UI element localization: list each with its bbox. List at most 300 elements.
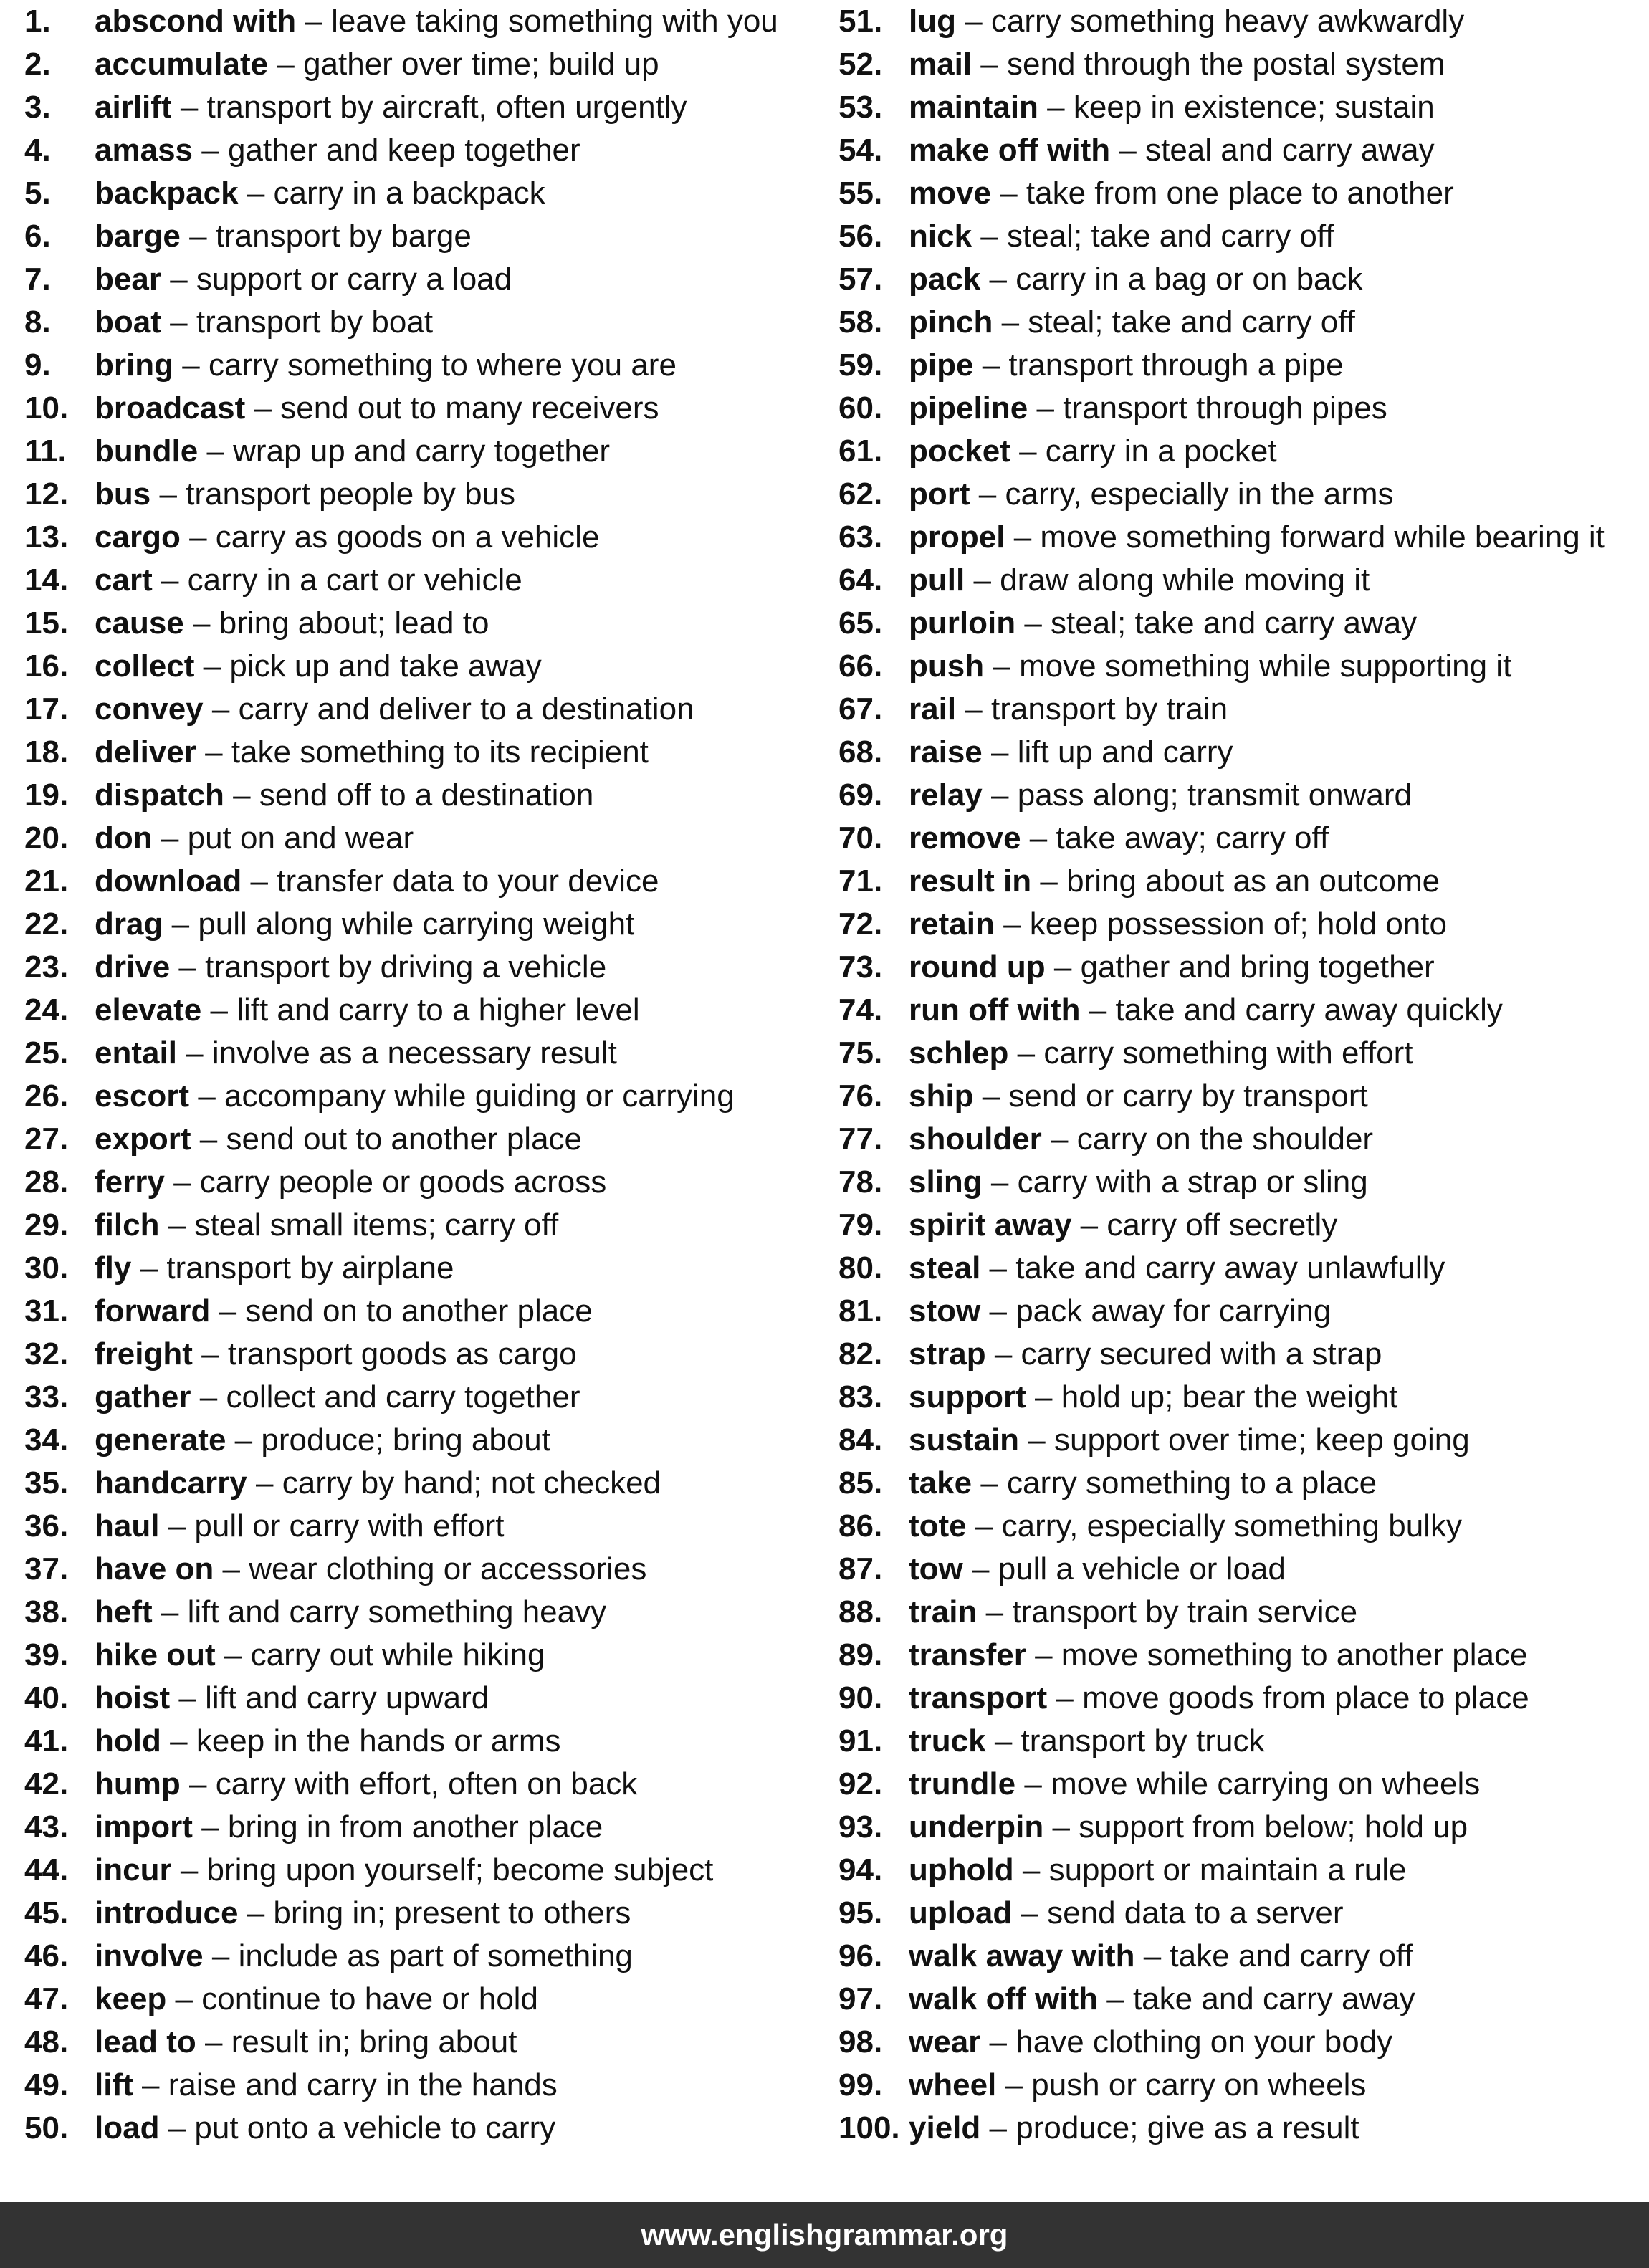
- item-word: entail: [95, 1035, 177, 1071]
- item-dash: –: [247, 176, 265, 211]
- item-dash: –: [193, 606, 211, 641]
- item-definition: transfer data to your device: [277, 863, 659, 899]
- item-word: sling: [909, 1164, 983, 1200]
- item-definition: carry in a bag or on back: [1015, 262, 1363, 297]
- item-word: mail: [909, 47, 972, 82]
- item-definition: steal; take and carry off: [1007, 219, 1334, 254]
- item-word: rail: [909, 692, 957, 727]
- list-item: [24, 2107, 834, 2150]
- item-text: [909, 0, 1464, 43]
- item-definition: transport by train: [991, 692, 1228, 727]
- list-item: [838, 1419, 1647, 1462]
- item-word: involve: [95, 1938, 204, 1973]
- item-dash: –: [1024, 1766, 1042, 1802]
- list-item: [24, 1204, 834, 1247]
- item-definition: support over time; keep going: [1054, 1422, 1470, 1458]
- item-text: [95, 387, 659, 430]
- item-dash: –: [205, 2024, 223, 2059]
- item-definition: carry people or goods across: [199, 1164, 607, 1200]
- item-definition: wrap up and carry together: [233, 434, 611, 469]
- list-item: [838, 645, 1647, 688]
- item-definition: carry with a strap or sling: [1017, 1164, 1368, 1200]
- item-text: [95, 817, 414, 860]
- item-dash: –: [1089, 992, 1107, 1028]
- item-word: boat: [95, 305, 161, 340]
- list-item: [838, 0, 1647, 43]
- item-dash: –: [250, 863, 269, 899]
- item-dash: –: [178, 1680, 196, 1716]
- item-text: [95, 1032, 617, 1075]
- list-item: [24, 645, 834, 688]
- item-dash: –: [233, 777, 251, 813]
- item-definition: gather over time; build up: [303, 47, 659, 82]
- item-dash: –: [1003, 906, 1021, 942]
- item-word: lug: [909, 4, 956, 39]
- item-number: 4.: [24, 133, 51, 168]
- item-definition: carry off secretly: [1106, 1207, 1338, 1243]
- item-definition: pick up and take away: [229, 649, 542, 684]
- item-definition: send or carry by transport: [1008, 1078, 1368, 1114]
- item-word: propel: [909, 520, 1005, 555]
- list-item: [838, 1505, 1647, 1548]
- list-item: [838, 2064, 1647, 2107]
- item-text: [909, 1333, 1382, 1376]
- item-definition: keep possession of; hold onto: [1029, 906, 1447, 942]
- item-text: [909, 903, 1447, 946]
- item-word: hump: [95, 1766, 181, 1802]
- item-text: [95, 1978, 538, 2021]
- item-word: bear: [95, 262, 161, 297]
- item-definition: transport by truck: [1021, 1723, 1265, 1759]
- item-word: accumulate: [95, 47, 269, 82]
- item-dash: –: [993, 649, 1010, 684]
- item-word: tow: [909, 1551, 963, 1587]
- item-number: 90.: [838, 1680, 883, 1716]
- item-number: 61.: [838, 434, 883, 469]
- item-word: yield: [909, 2110, 981, 2145]
- item-text: [95, 1806, 603, 1849]
- word-list-left-column: [24, 0, 834, 2150]
- item-text: [95, 1591, 606, 1634]
- item-text: [95, 344, 677, 387]
- item-definition: lift up and carry: [1017, 735, 1233, 770]
- item-text: [95, 1677, 489, 1720]
- item-text: [95, 1118, 582, 1161]
- item-word: keep: [95, 1981, 167, 2016]
- item-dash: –: [161, 563, 179, 598]
- item-text: [95, 1376, 580, 1419]
- list-item: [838, 86, 1647, 129]
- item-dash: –: [201, 1809, 219, 1844]
- list-item: [838, 344, 1647, 387]
- item-word: wear: [909, 2024, 981, 2059]
- item-definition: result in; bring about: [231, 2024, 517, 2059]
- item-definition: pull a vehicle or load: [998, 1551, 1286, 1587]
- item-definition: carry in a backpack: [273, 176, 545, 211]
- item-text: [95, 989, 640, 1032]
- list-item: [838, 1247, 1647, 1290]
- list-item: [838, 817, 1647, 860]
- item-definition: steal; take and carry off: [1028, 305, 1355, 340]
- item-dash: –: [171, 906, 190, 942]
- list-item: [24, 1720, 834, 1763]
- item-definition: steal; take and carry away: [1051, 606, 1418, 641]
- item-definition: collect and carry together: [226, 1379, 580, 1415]
- item-dash: –: [989, 1293, 1007, 1329]
- item-definition: move while carrying on wheels: [1051, 1766, 1481, 1802]
- item-dash: –: [965, 692, 983, 727]
- item-text: [909, 817, 1329, 860]
- item-word: walk off with: [909, 1981, 1098, 2016]
- item-definition: take away; carry off: [1056, 820, 1329, 856]
- item-dash: –: [965, 4, 983, 39]
- item-text: [909, 1462, 1377, 1505]
- item-definition: involve as a necessary result: [211, 1035, 617, 1071]
- item-word: freight: [95, 1336, 193, 1372]
- item-dash: –: [982, 348, 1000, 383]
- item-word: broadcast: [95, 391, 246, 426]
- item-number: 17.: [24, 692, 69, 727]
- item-word: pinch: [909, 305, 993, 340]
- item-definition: carry, especially in the arms: [1005, 477, 1394, 512]
- item-dash: –: [982, 1078, 1000, 1114]
- list-item: [838, 1032, 1647, 1075]
- item-number: 66.: [838, 649, 883, 684]
- item-number: 68.: [838, 735, 883, 770]
- word-list-right-column: [838, 0, 1647, 2150]
- list-item: [838, 559, 1647, 602]
- item-dash: –: [219, 1293, 237, 1329]
- item-definition: push or carry on wheels: [1031, 2067, 1367, 2102]
- item-word: schlep: [909, 1035, 1009, 1071]
- list-item: [838, 946, 1647, 989]
- list-item: [24, 1247, 834, 1290]
- item-dash: –: [1000, 176, 1018, 211]
- item-text: [909, 473, 1394, 516]
- item-definition: transport by driving a vehicle: [205, 949, 607, 985]
- item-text: [909, 688, 1228, 731]
- item-definition: pull along while carrying weight: [198, 906, 635, 942]
- item-dash: –: [180, 90, 199, 125]
- item-definition: transport by barge: [215, 219, 472, 254]
- item-number: 33.: [24, 1379, 69, 1415]
- list-item: [24, 1892, 834, 1935]
- item-number: 11.: [24, 434, 67, 469]
- item-dash: –: [1051, 1121, 1069, 1157]
- item-definition: take and carry away unlawfully: [1015, 1250, 1445, 1286]
- item-definition: transport through a pipe: [1008, 348, 1344, 383]
- item-dash: –: [1035, 1379, 1053, 1415]
- item-word: underpin: [909, 1809, 1044, 1844]
- list-item: [24, 688, 834, 731]
- item-text: [909, 645, 1511, 688]
- item-word: load: [95, 2110, 160, 2145]
- item-text: [95, 2064, 558, 2107]
- item-word: raise: [909, 735, 983, 770]
- list-item: [838, 1462, 1647, 1505]
- item-word: download: [95, 863, 242, 899]
- item-number: 23.: [24, 949, 69, 985]
- item-word: haul: [95, 1508, 160, 1544]
- item-definition: move goods from place to place: [1082, 1680, 1529, 1716]
- item-text: [909, 516, 1605, 559]
- item-definition: transport people by bus: [186, 477, 516, 512]
- list-item: [838, 1075, 1647, 1118]
- item-text: [95, 516, 599, 559]
- item-text: [95, 1935, 633, 1978]
- item-number: 6.: [24, 219, 51, 254]
- item-word: hoist: [95, 1680, 171, 1716]
- item-word: transfer: [909, 1637, 1026, 1673]
- item-text: [909, 1290, 1331, 1333]
- item-text: [909, 774, 1412, 817]
- item-text: [95, 1720, 561, 1763]
- item-dash: –: [1017, 1035, 1036, 1071]
- item-definition: transport by airplane: [166, 1250, 454, 1286]
- item-text: [95, 2107, 555, 2150]
- item-dash: –: [990, 1164, 1009, 1200]
- item-word: drive: [95, 949, 171, 985]
- item-text: [95, 258, 512, 301]
- item-definition: bring about as an outcome: [1066, 863, 1440, 899]
- list-item: [838, 301, 1647, 344]
- list-item: [24, 1075, 834, 1118]
- item-definition: support from below; hold up: [1079, 1809, 1468, 1844]
- item-text: [95, 946, 606, 989]
- item-text: [909, 2021, 1392, 2064]
- item-definition: pass along; transmit onward: [1017, 777, 1412, 813]
- item-text: [95, 129, 580, 172]
- list-item: [24, 1419, 834, 1462]
- item-dash: –: [1028, 1422, 1046, 1458]
- list-item: [24, 258, 834, 301]
- item-definition: keep in the hands or arms: [196, 1723, 561, 1759]
- item-dash: –: [1035, 1637, 1053, 1673]
- list-item: [24, 1591, 834, 1634]
- item-definition: send through the postal system: [1007, 47, 1445, 82]
- item-dash: –: [1106, 1981, 1124, 2016]
- item-definition: transport through pipes: [1063, 391, 1387, 426]
- list-item: [24, 731, 834, 774]
- item-definition: carry by hand; not checked: [282, 1465, 661, 1501]
- item-dash: –: [224, 1637, 242, 1673]
- item-text: [909, 215, 1334, 258]
- item-dash: –: [189, 520, 207, 555]
- item-dash: –: [256, 1465, 274, 1501]
- item-text: [909, 1419, 1470, 1462]
- item-word: purloin: [909, 606, 1016, 641]
- item-word: walk away with: [909, 1938, 1135, 1973]
- list-item: [24, 43, 834, 86]
- item-word: gather: [95, 1379, 191, 1415]
- item-dash: –: [161, 820, 179, 856]
- item-definition: send on to another place: [245, 1293, 593, 1329]
- list-item: [838, 1204, 1647, 1247]
- item-word: lead to: [95, 2024, 196, 2059]
- item-word: hike out: [95, 1637, 216, 1673]
- item-word: heft: [95, 1594, 153, 1630]
- item-text: [909, 1720, 1264, 1763]
- item-text: [909, 1892, 1344, 1935]
- item-text: [95, 215, 472, 258]
- item-number: 42.: [24, 1766, 69, 1802]
- item-word: cart: [95, 563, 153, 598]
- list-item: [24, 516, 834, 559]
- item-number: 15.: [24, 606, 69, 641]
- item-number: 62.: [838, 477, 883, 512]
- item-word: have on: [95, 1551, 214, 1587]
- item-dash: –: [211, 692, 230, 727]
- item-definition: take from one place to another: [1026, 176, 1454, 211]
- item-word: ferry: [95, 1164, 165, 1200]
- item-word: fly: [95, 1250, 132, 1286]
- item-dash: –: [222, 1551, 240, 1587]
- list-item: [24, 387, 834, 430]
- item-text: [95, 430, 610, 473]
- item-text: [909, 2107, 1359, 2150]
- item-text: [909, 1763, 1480, 1806]
- item-word: amass: [95, 133, 193, 168]
- list-item: [24, 1462, 834, 1505]
- item-dash: –: [1119, 133, 1137, 168]
- item-number: 51.: [838, 4, 883, 39]
- item-text: [909, 301, 1355, 344]
- item-number: 29.: [24, 1207, 69, 1243]
- item-number: 82.: [838, 1336, 883, 1372]
- item-dash: –: [198, 1078, 216, 1114]
- item-dash: –: [206, 434, 224, 469]
- list-item: [24, 989, 834, 1032]
- list-item: [24, 1290, 834, 1333]
- item-dash: –: [170, 1723, 188, 1759]
- item-text: [95, 1548, 646, 1591]
- item-text: [909, 1591, 1357, 1634]
- item-number: 86.: [838, 1508, 883, 1544]
- item-definition: transport by train service: [1012, 1594, 1358, 1630]
- item-number: 83.: [838, 1379, 883, 1415]
- item-definition: send out to another place: [226, 1121, 583, 1157]
- list-item: [838, 688, 1647, 731]
- item-definition: put on and wear: [187, 820, 414, 856]
- item-text: [909, 258, 1363, 301]
- item-number: 3.: [24, 90, 51, 125]
- item-definition: carry secured with a strap: [1021, 1336, 1382, 1372]
- item-number: 26.: [24, 1078, 69, 1114]
- item-definition: carry as goods on a vehicle: [215, 520, 600, 555]
- item-number: 84.: [838, 1422, 883, 1458]
- item-dash: –: [234, 1422, 253, 1458]
- item-definition: carry out while hiking: [250, 1637, 545, 1673]
- list-item: [24, 903, 834, 946]
- list-item: [24, 86, 834, 129]
- list-item: [838, 1978, 1647, 2021]
- item-dash: –: [305, 4, 322, 39]
- item-text: [909, 1204, 1337, 1247]
- list-item: [838, 258, 1647, 301]
- item-text: [95, 473, 515, 516]
- list-item: [838, 1376, 1647, 1419]
- item-number: 18.: [24, 735, 69, 770]
- item-definition: gather and bring together: [1080, 949, 1435, 985]
- footer-url[interactable]: www.englishgrammar.org: [641, 2218, 1008, 2252]
- list-item: [24, 172, 834, 215]
- list-item: [24, 1935, 834, 1978]
- item-word: wheel: [909, 2067, 997, 2102]
- item-word: abscond with: [95, 4, 297, 39]
- item-dash: –: [1019, 434, 1037, 469]
- item-word: nick: [909, 219, 972, 254]
- item-number: 10.: [24, 391, 69, 426]
- item-number: 55.: [838, 176, 883, 211]
- item-definition: pull or carry with effort: [194, 1508, 505, 1544]
- item-dash: –: [1021, 1895, 1038, 1930]
- item-number: 98.: [838, 2024, 883, 2059]
- item-dash: –: [1022, 1852, 1041, 1887]
- item-text: [909, 43, 1445, 86]
- list-item: [838, 1849, 1647, 1892]
- item-number: 38.: [24, 1594, 69, 1630]
- item-text: [95, 559, 522, 602]
- item-definition: carry with effort, often on back: [215, 1766, 638, 1802]
- item-number: 45.: [24, 1895, 69, 1930]
- item-number: 50.: [24, 2110, 69, 2145]
- item-number: 65.: [838, 606, 883, 641]
- item-text: [909, 1935, 1413, 1978]
- item-definition: pack away for carrying: [1015, 1293, 1332, 1329]
- item-definition: carry, especially something bulky: [1001, 1508, 1462, 1544]
- item-dash: –: [203, 649, 221, 684]
- item-dash: –: [1029, 820, 1048, 856]
- item-text: [95, 1763, 637, 1806]
- item-definition: transport by aircraft, often urgently: [206, 90, 687, 125]
- item-word: export: [95, 1121, 191, 1157]
- item-definition: draw along while moving it: [1000, 563, 1370, 598]
- item-word: ship: [909, 1078, 974, 1114]
- item-number: 53.: [838, 90, 883, 125]
- item-text: [95, 774, 593, 817]
- list-item: [24, 215, 834, 258]
- item-word: move: [909, 176, 991, 211]
- item-dash: –: [186, 1035, 204, 1071]
- list-item: [24, 344, 834, 387]
- item-word: result in: [909, 863, 1032, 899]
- item-dash: –: [168, 1508, 186, 1544]
- list-item: [24, 430, 834, 473]
- item-definition: bring in from another place: [227, 1809, 603, 1844]
- item-word: pull: [909, 563, 965, 598]
- item-dash: –: [277, 47, 295, 82]
- item-number: 20.: [24, 820, 69, 856]
- item-text: [909, 559, 1370, 602]
- item-definition: hold up; bear the weight: [1061, 1379, 1398, 1415]
- item-text: [909, 989, 1503, 1032]
- list-item: [838, 2107, 1647, 2150]
- item-dash: –: [1056, 1680, 1074, 1716]
- item-definition: raise and carry in the hands: [168, 2067, 558, 2102]
- item-text: [909, 1032, 1413, 1075]
- item-text: [909, 1634, 1527, 1677]
- item-number: 72.: [838, 906, 883, 942]
- item-definition: lift and carry to a higher level: [236, 992, 640, 1028]
- item-dash: –: [201, 1336, 219, 1372]
- item-number: 56.: [838, 219, 883, 254]
- item-number: 47.: [24, 1981, 69, 2016]
- item-definition: take something to its recipient: [231, 735, 649, 770]
- list-item: [24, 1376, 834, 1419]
- list-item: [24, 1763, 834, 1806]
- item-dash: –: [1053, 949, 1072, 985]
- list-item: [24, 129, 834, 172]
